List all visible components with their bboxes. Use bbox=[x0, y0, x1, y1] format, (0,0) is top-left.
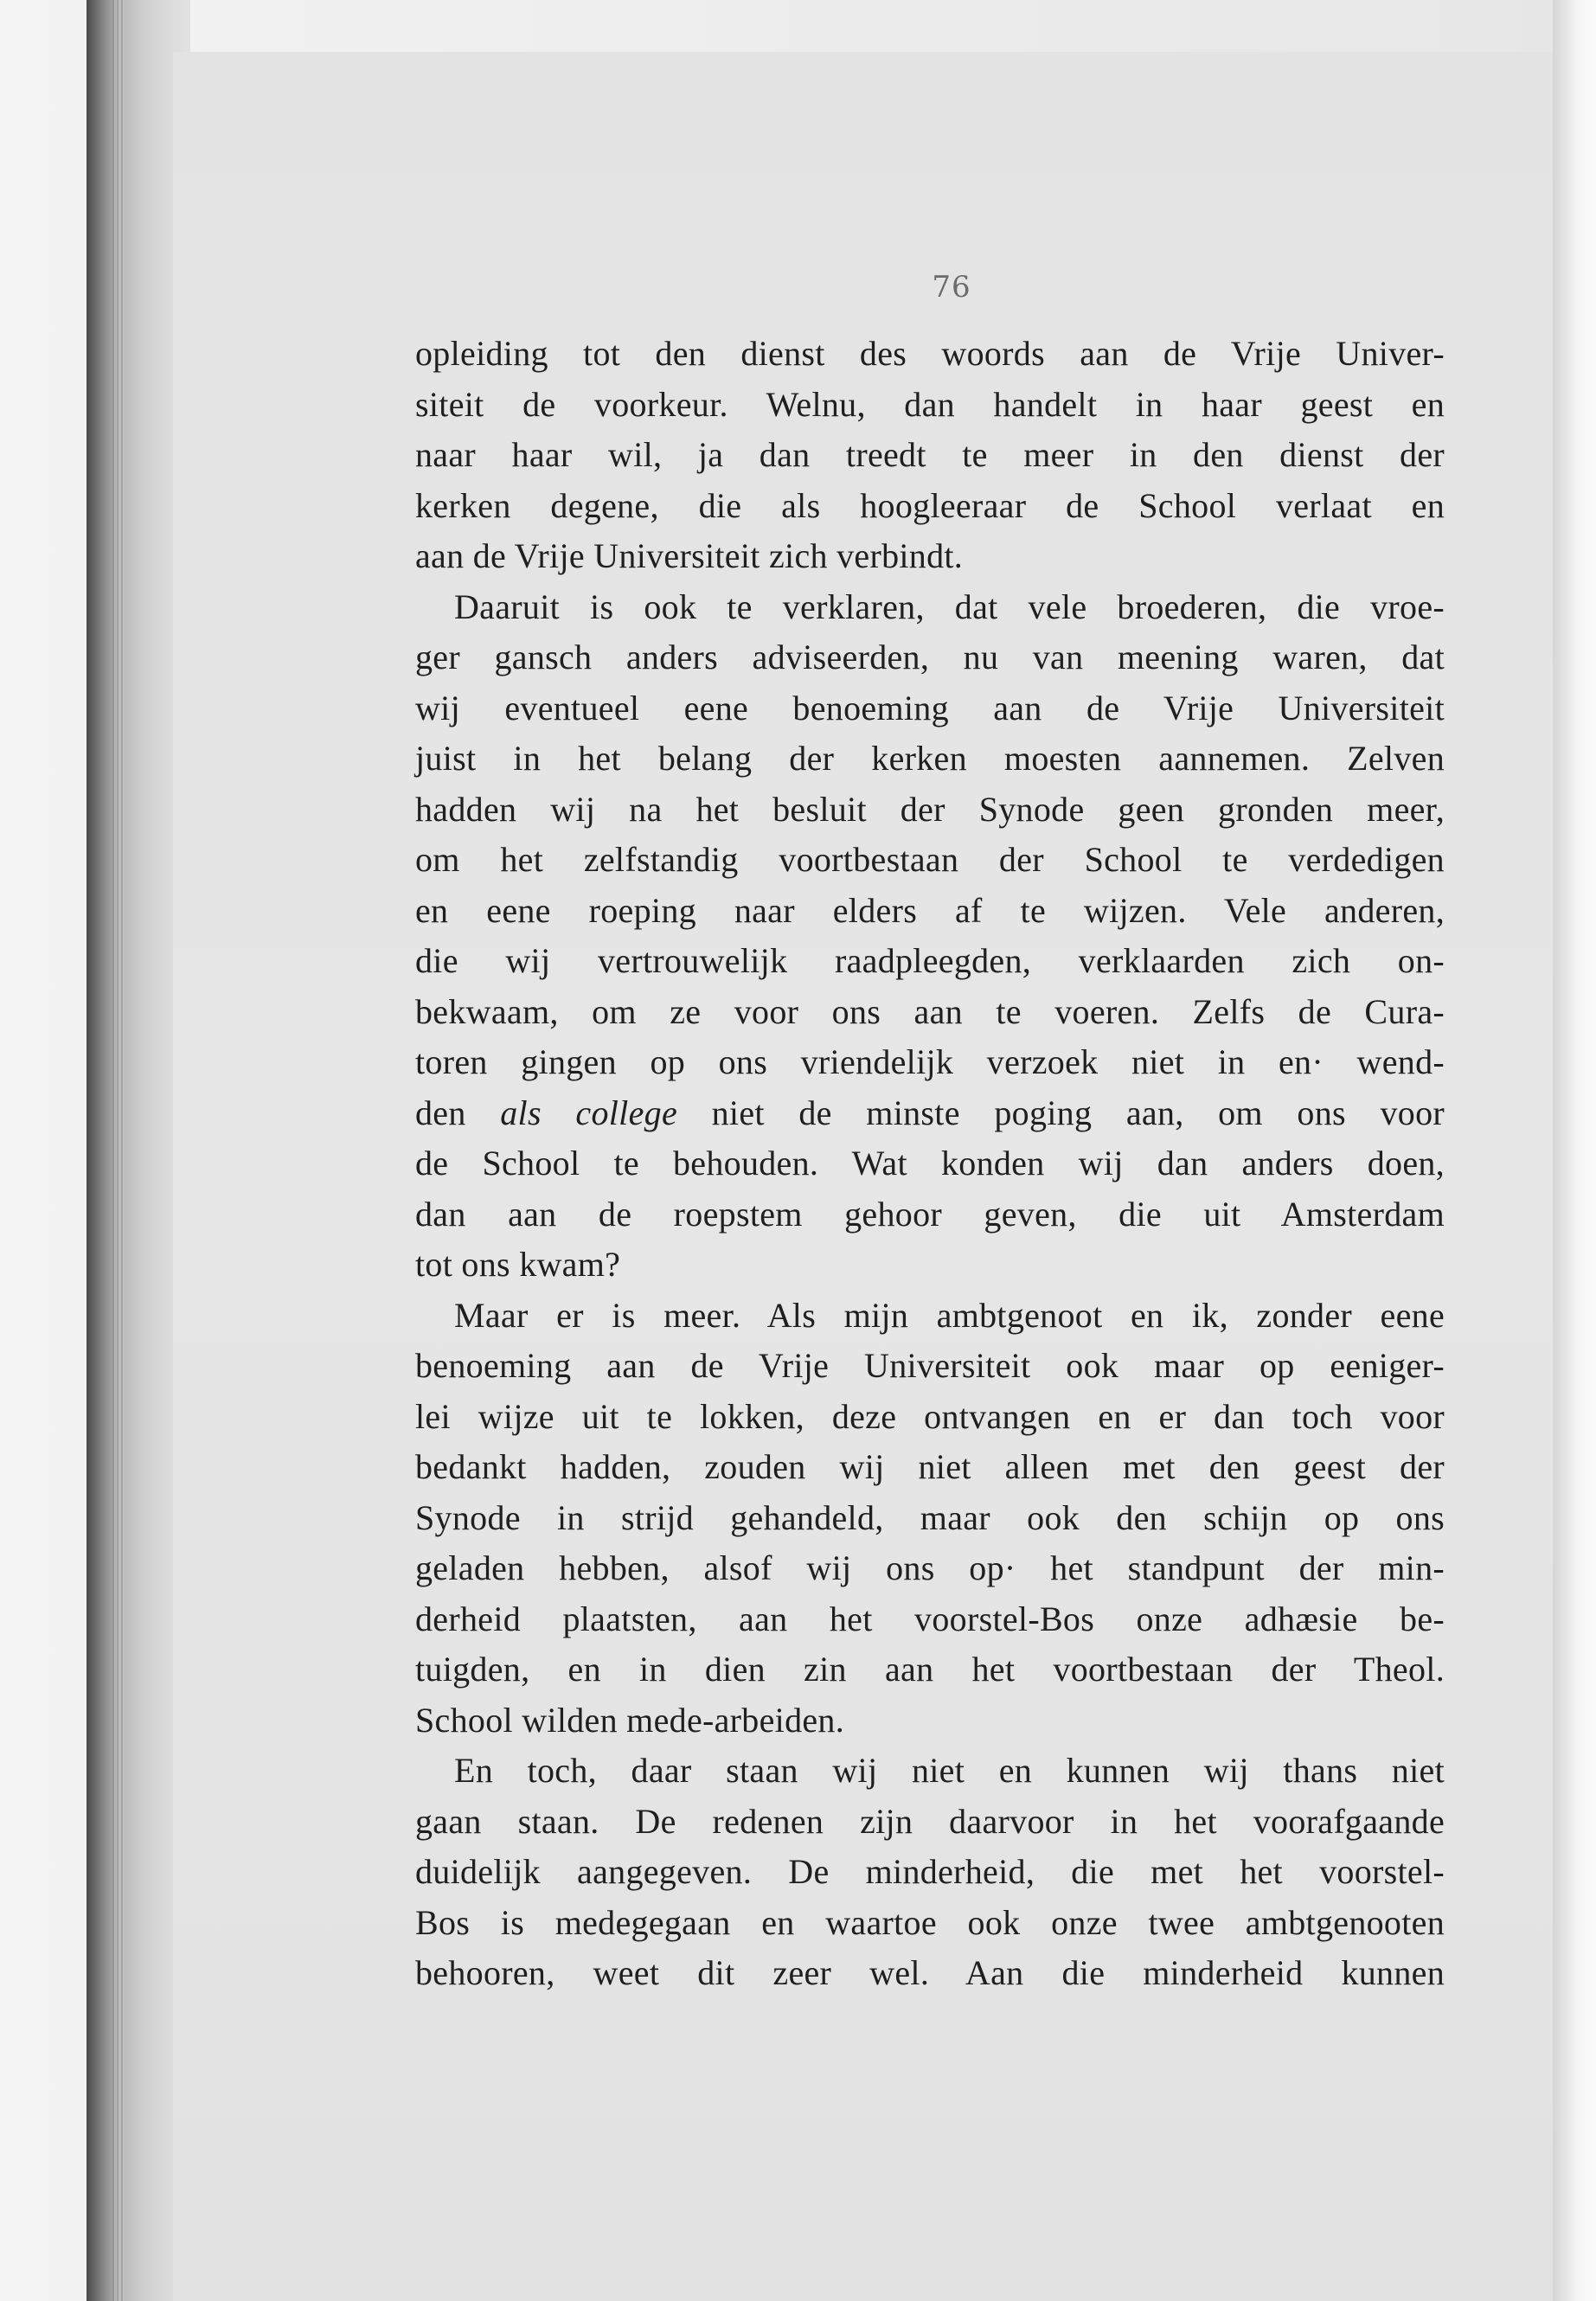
page-stack-edge bbox=[112, 0, 125, 2301]
text-line: lei wijze uit te lokken, deze ontvangen en er dan toch voor bbox=[415, 1396, 1445, 1436]
text-line: benoeming aan de Vrije Universiteit ook maar op eeniger- bbox=[415, 1346, 1445, 1385]
text-line: gaan staan. De redenen zijn daarvoor in het voorafgaande bbox=[415, 1801, 1445, 1841]
text-line: geladen hebben, alsof wij ons op· het standpunt der min- bbox=[415, 1548, 1445, 1587]
right-margin-shadow bbox=[1553, 0, 1596, 2301]
text-line: duidelijk aangegeven. De minderheid, die met het voorstel- bbox=[415, 1852, 1445, 1891]
line-segment: niet de minste poging aan, om ons voor bbox=[677, 1093, 1445, 1132]
text-line-with-italic bbox=[415, 1088, 1445, 1139]
text-line: toren gingen op ons vriendelijk verzoek niet in en· wend- bbox=[415, 1042, 1445, 1081]
page-number: 76 bbox=[932, 270, 971, 304]
text-line: juist in het belang der kerken moesten aannemen. Zelven bbox=[415, 739, 1445, 778]
text-line: opleiding tot den dienst des woords aan de Vrije Univer- bbox=[415, 334, 1445, 373]
italic-phrase: als college bbox=[500, 1093, 678, 1132]
text-line: tuigden, en in dien zin aan het voortbestaan der Theol. bbox=[415, 1650, 1445, 1689]
text-line: Bos is medegegaan en waartoe ook onze twee ambtgenooten bbox=[415, 1902, 1445, 1942]
body-text bbox=[415, 329, 1445, 1999]
text-line: wij eventueel eene benoeming aan de Vrije Universiteit bbox=[415, 688, 1445, 727]
text-line: aan de Vrije Universiteit zich verbindt. bbox=[415, 536, 964, 575]
line-segment: den bbox=[415, 1093, 501, 1132]
text-line: bedankt hadden, zouden wij niet alleen met den geest der bbox=[415, 1447, 1445, 1486]
text-line: kerken degene, die als hoogleeraar de School verlaat en bbox=[415, 485, 1445, 525]
text-line: de School te behouden. Wat konden wij dan anders doen, bbox=[415, 1144, 1445, 1183]
text-line: hadden wij na het besluit der Synode geen gronden meer, bbox=[415, 789, 1445, 829]
text-line: om het zelfstandig voortbestaan der School te verdedigen bbox=[415, 840, 1445, 879]
text-line: en eene roeping naar elders af te wijzen. Vele anderen, bbox=[415, 890, 1445, 930]
text-line: En toch, daar staan wij niet en kunnen wij thans niet bbox=[454, 1751, 1445, 1790]
text-line: dan aan de roepstem gehoor geven, die uit Amsterdam bbox=[415, 1194, 1445, 1234]
text-line: Synode in strijd gehandeld, maar ook den schijn op ons bbox=[415, 1497, 1445, 1537]
text-line: School wilden mede-arbeiden. bbox=[415, 1700, 845, 1740]
text-line: naar haar wil, ja dan treedt te meer in den dienst der bbox=[415, 435, 1445, 474]
text-line: die wij vertrouwelijk raadpleegden, verklaarden zich on- bbox=[415, 941, 1445, 980]
text-line: siteit de voorkeur. Welnu, dan handelt in haar geest en bbox=[415, 384, 1445, 424]
text-line: bekwaam, om ze voor ons aan te voeren. Zelfs de Cura- bbox=[415, 991, 1445, 1031]
text-line: ger gansch anders adviseerden, nu van meening waren, dat bbox=[415, 638, 1445, 676]
text-line: behooren, weet dit zeer wel. Aan die minderheid kunnen bbox=[415, 1953, 1445, 1992]
text-line: Maar er is meer. Als mijn ambtgenoot en ik, zonder eene bbox=[454, 1295, 1445, 1335]
text-line: Daaruit is ook te verklaren, dat vele broederen, die vroe- bbox=[454, 586, 1445, 626]
text-line: tot ons kwam? bbox=[415, 1245, 621, 1284]
text-line: derheid plaatsten, aan het voorstel-Bos onze adhæsie be- bbox=[415, 1599, 1445, 1638]
